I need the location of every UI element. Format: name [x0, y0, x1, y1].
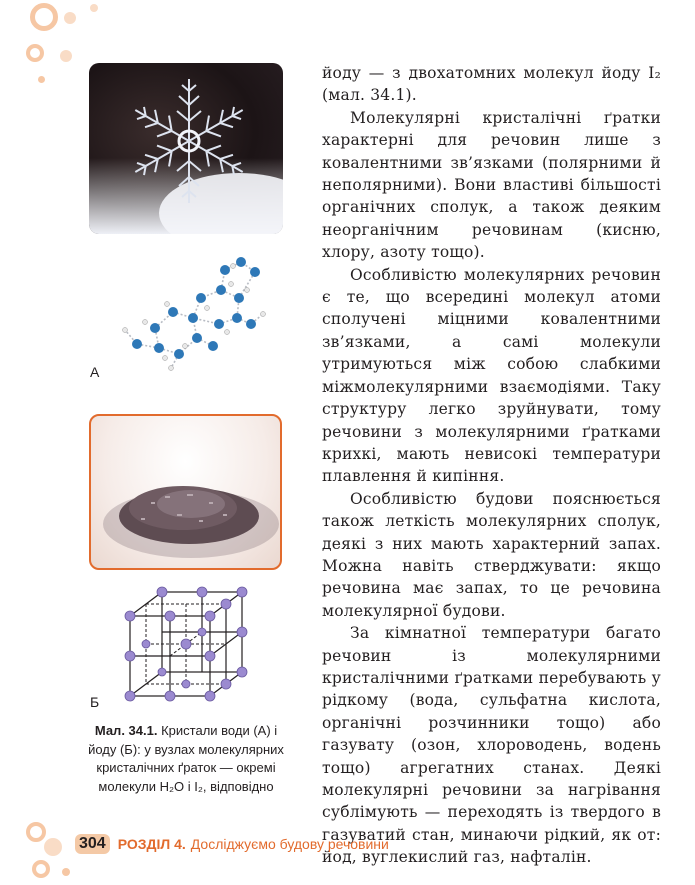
- figure-caption: [84, 722, 288, 796]
- ice-lattice-diagram: [115, 250, 270, 375]
- iodine-lattice-diagram: [118, 582, 253, 707]
- figure-label-a: А: [90, 364, 100, 380]
- section-title: Досліджуємо будову речовини: [190, 836, 389, 852]
- snowflake-photo: [89, 63, 283, 234]
- paragraph: йоду — з двохатомних молекул йоду I₂ (мал. 34.1).: [322, 64, 661, 105]
- paragraph: Особливістю будови пояснюється також леткість молекулярних сполук, деякі з них мають характерний запах. Можна навіть стверджувати: якщо речовина має запах, то це речовина молекулярної будови.: [322, 489, 661, 620]
- body-text: [322, 62, 661, 869]
- figure-label-b: Б: [90, 694, 100, 710]
- caption-number: Мал. 34.1.: [94, 723, 158, 738]
- iodine-crystals-photo: [89, 414, 282, 570]
- section-label: РОЗДІЛ 4.: [117, 836, 186, 852]
- paragraph: Молекулярні кристалічні ґратки характерні для речовин лише з ковалентними зв’язками (полярними й неполярними). Вони властиві більшості органічних сполук, а також деяким неорганічним речовинам (кисню, хлору, азоту тощо).: [322, 108, 661, 262]
- caption-text: Кристали води (А) і йоду (Б): у вузлах молекулярних кристалічних ґраток — окремі молекули H₂O і I₂, відповідно: [88, 723, 284, 794]
- page-number: 304: [75, 834, 110, 854]
- paragraph: За кімнатної температури багато речовин із молекулярними кристалічними ґратками перебувають у рідкому (вода, сульфатна кислота, органічні розчинники тощо) або газувату (озон, хлороводень, водень тощо) агрегатних станах. Деякі молекулярні речовини за нагрівання сублімують — переходять із твердого в газуватий стан, минаючи рідкий, як от: йод, вуглекислий газ, нафталін.: [322, 624, 661, 867]
- paragraph: Особливістю молекулярних речовин є те, що всередині молекул атоми сполучені міцними ковалентними зв’язками, а самі молекули утримуються між собою слабкими міжмолекулярними взаємодіями. Таку структуру легко зруйнувати, тому речовини з молекулярними ґратками крихкі, мають невисокі температури плавлення й кипіння.: [322, 265, 661, 486]
- page-footer: [75, 832, 389, 856]
